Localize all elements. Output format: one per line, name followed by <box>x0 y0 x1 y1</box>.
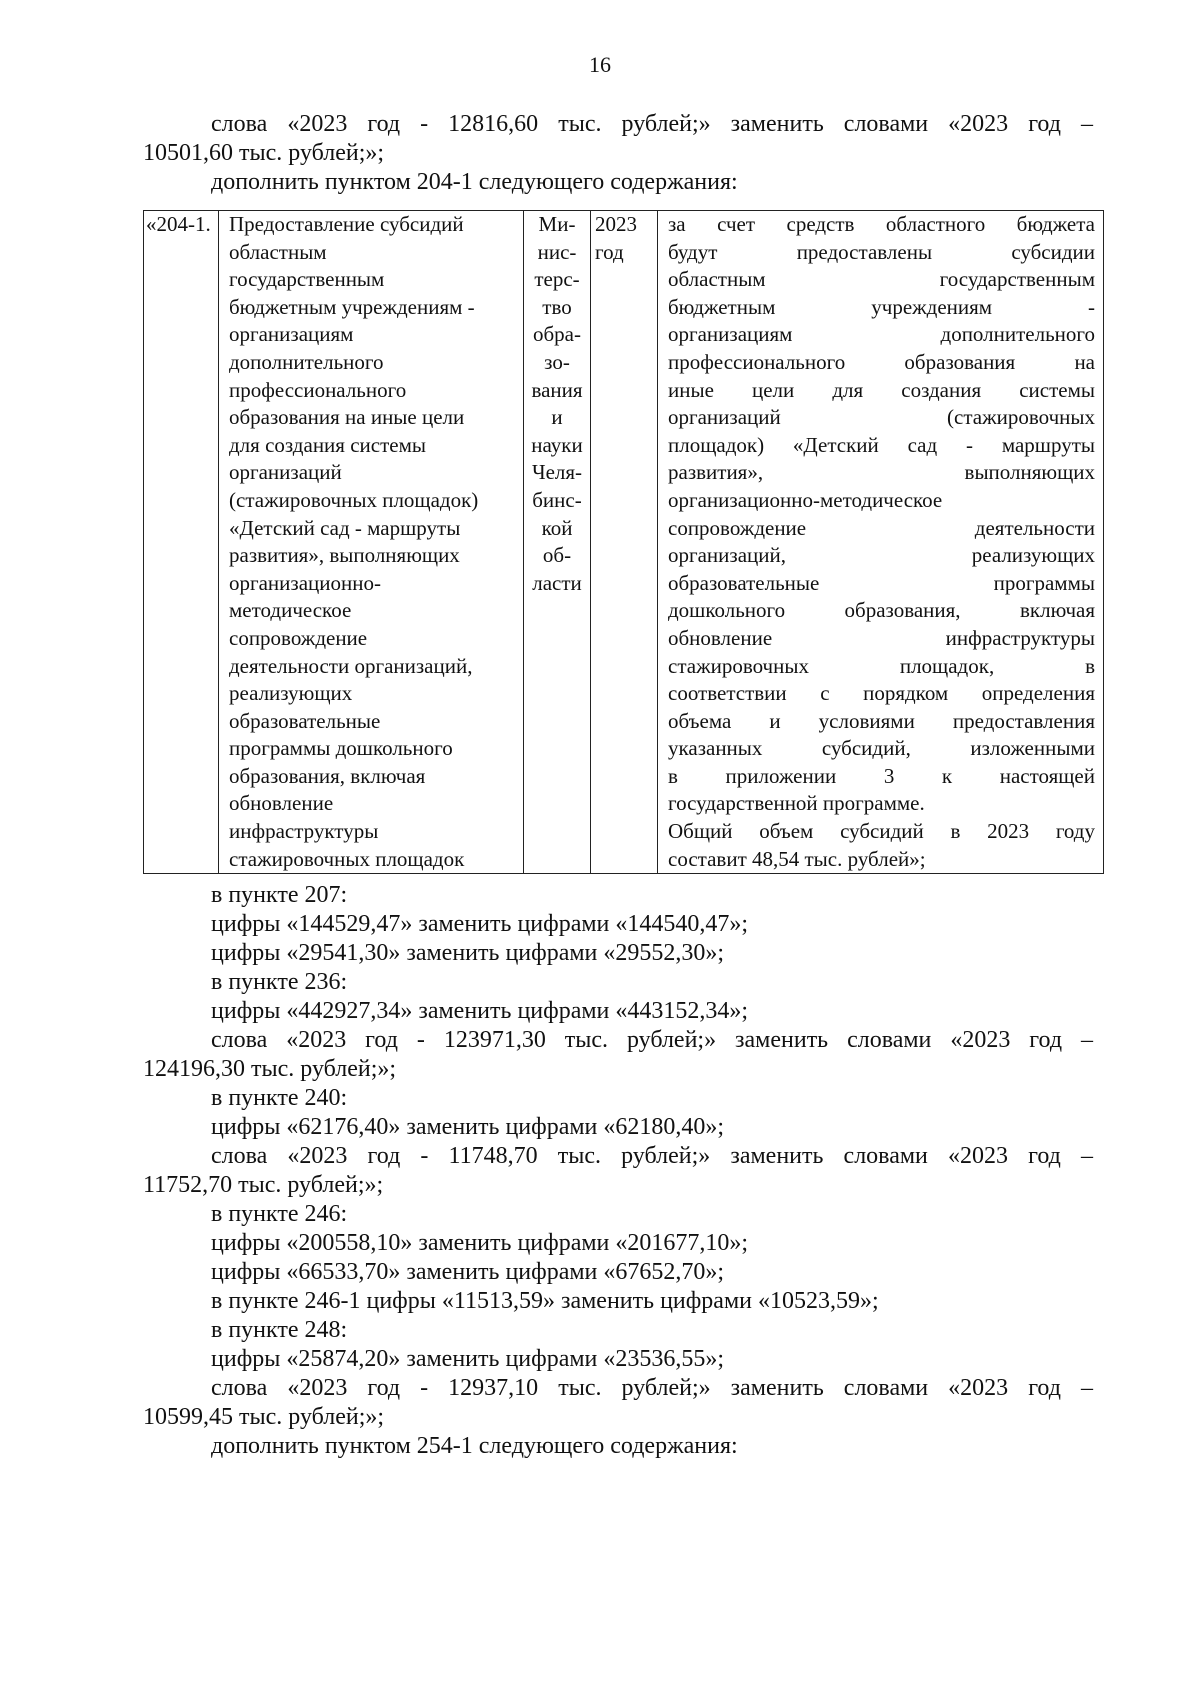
item-name-line: «Детский сад - маршруты <box>229 515 461 540</box>
description-line: за счет средств областного бюджета <box>668 212 1095 236</box>
item-name-line: реализующих <box>229 681 353 706</box>
amendment-continuation: 10599,45 тыс. рублей;»; <box>143 1404 385 1430</box>
item-name-line: образовательные <box>229 708 381 733</box>
amendment-line: цифры «442927,34» заменить цифрами «443152,34»; <box>211 998 749 1024</box>
amendment-table <box>143 210 1104 874</box>
page-number: 16 <box>589 52 611 77</box>
executor-line: тво <box>542 294 572 319</box>
item-name-line: Предоставление субсидий <box>229 212 464 236</box>
item-name-line: обновление <box>229 791 334 816</box>
description-line: сопровождение деятельности <box>668 515 1095 540</box>
amendment-line: слова «2023 год - 12937,10 тыс. рублей;» заменить словами «2023 год – <box>211 1375 1093 1401</box>
amendment-line: цифры «29541,30» заменить цифрами «29552,30»; <box>211 940 725 966</box>
description-line: бюджетным учреждениям - <box>668 294 1095 319</box>
description-line: организаций, реализующих <box>668 543 1095 568</box>
executor-cell <box>524 211 591 874</box>
amendment-line: цифры «62176,40» заменить цифрами «62180,40»; <box>211 1114 725 1140</box>
item-number: «204-1. <box>146 212 211 236</box>
description-line: образовательные программы <box>668 570 1095 595</box>
description-line: организационно-методическое <box>668 487 943 512</box>
description-line: обновление инфраструктуры <box>668 625 1095 650</box>
executor-line: терс- <box>534 267 580 292</box>
amendment-line: слова «2023 год - 123971,30 тыс. рублей;» заменить словами «2023 год – <box>211 1027 1093 1053</box>
item-name-line: дополнительного <box>229 349 384 374</box>
total-amount-line: Общий объем субсидий в 2023 году <box>668 819 1095 844</box>
description-line: будут предоставлены субсидии <box>668 239 1095 264</box>
amendment-line: цифры «25874,20» заменить цифрами «23536,55»; <box>211 1346 725 1372</box>
item-name-line: развития», выполняющих <box>229 543 460 568</box>
amendment-line: цифры «200558,10» заменить цифрами «201677,10»; <box>211 1230 749 1256</box>
item-name-line: сопровождение <box>229 625 368 650</box>
amendment-line: в пункте 236: <box>211 969 348 995</box>
amendment-line: слова «2023 год - 11748,70 тыс. рублей;» заменить словами «2023 год – <box>211 1143 1093 1169</box>
amendment-line: в пункте 207: <box>211 882 348 908</box>
amendment-line: цифры «144529,47» заменить цифрами «144540,47»; <box>211 911 749 937</box>
amendment-line: в пункте 246-1 цифры «11513,59» заменить цифрами «10523,59»; <box>211 1288 879 1314</box>
executor-line: кой <box>541 515 573 540</box>
intro-section <box>143 110 1093 197</box>
item-name-line: методическое <box>229 598 352 623</box>
item-name-line: деятельности организаций, <box>229 653 473 678</box>
executor-line: и <box>551 405 563 430</box>
description-line: профессионального образования на <box>668 349 1095 374</box>
total-amount-line: составит 48,54 тыс. рублей»; <box>668 846 926 871</box>
item-name-line: организациям <box>229 322 354 347</box>
description-line: государственной программе. <box>668 791 925 816</box>
table-row <box>144 211 1104 874</box>
intro-supplement: дополнить пунктом 204-1 следующего содержания: <box>211 169 738 195</box>
item-name-cell <box>219 211 524 874</box>
item-name-line: бюджетным учреждениям - <box>229 294 475 319</box>
description-line: объема и условиями предоставления <box>668 708 1095 733</box>
item-name-line: (стажировочных площадок) <box>229 487 479 512</box>
amendment-line: дополнить пунктом 254-1 следующего содержания: <box>211 1433 738 1459</box>
description-line: развития», выполняющих <box>668 460 1095 485</box>
description-line: соответствии с порядком определения <box>668 681 1095 706</box>
item-name-line: организаций <box>229 460 342 485</box>
executor-line: Ми- <box>538 212 576 236</box>
description-line: организаций (стажировочных <box>668 405 1095 430</box>
executor-line: зо- <box>544 349 570 374</box>
amendment-continuation: 11752,70 тыс. рублей;»; <box>143 1172 384 1198</box>
executor-line: вания <box>531 377 583 402</box>
description-line: иные цели для создания системы <box>668 377 1095 402</box>
year-cell <box>591 211 658 874</box>
item-name-line: областным <box>229 239 327 264</box>
amendment-line: в пункте 240: <box>211 1085 348 1111</box>
executor-line: нис- <box>537 239 577 264</box>
item-number-cell <box>144 211 219 874</box>
item-name-line: организационно- <box>229 570 381 595</box>
description-line: дошкольного образования, включая <box>668 598 1095 623</box>
item-name-line: образования, включая <box>229 763 426 788</box>
description-line: в приложении 3 к настоящей <box>668 763 1095 788</box>
amendment-line: в пункте 246: <box>211 1201 348 1227</box>
executor-line: науки <box>531 432 583 457</box>
year-line: год <box>595 239 624 264</box>
item-name-line: стажировочных площадок <box>229 846 465 871</box>
description-line: областным государственным <box>668 267 1095 292</box>
item-name-line: программы дошкольного <box>229 736 453 761</box>
description-cell <box>658 211 1104 874</box>
description-line: площадок) «Детский сад - маршруты <box>668 432 1095 457</box>
item-name-line: образования на иные цели <box>229 405 465 430</box>
amendment-continuation: 124196,30 тыс. рублей;»; <box>143 1056 397 1082</box>
executor-line: бинс- <box>532 487 582 512</box>
executor-line: обра- <box>533 322 581 347</box>
item-name-line: для создания системы <box>229 432 426 457</box>
item-name-line: инфраструктуры <box>229 819 379 844</box>
executor-line: Челя- <box>531 460 583 485</box>
description-line: стажировочных площадок, в <box>668 653 1095 678</box>
executor-line: об- <box>542 543 572 568</box>
amendments-list <box>143 881 1093 1461</box>
intro-words-line: слова «2023 год - 12816,60 тыс. рублей;» заменить словами «2023 год – <box>211 111 1093 137</box>
amendment-line: цифры «66533,70» заменить цифрами «67652,70»; <box>211 1259 725 1285</box>
description-line: организациям дополнительного <box>668 322 1095 347</box>
item-name-line: профессионального <box>229 377 407 402</box>
year-line: 2023 <box>595 212 637 236</box>
description-line: указанных субсидий, изложенными <box>668 736 1095 761</box>
intro-words-continuation: 10501,60 тыс. рублей;»; <box>143 140 385 166</box>
item-name-line: государственным <box>229 267 385 292</box>
amendment-line: в пункте 248: <box>211 1317 348 1343</box>
executor-line: ласти <box>532 570 582 595</box>
